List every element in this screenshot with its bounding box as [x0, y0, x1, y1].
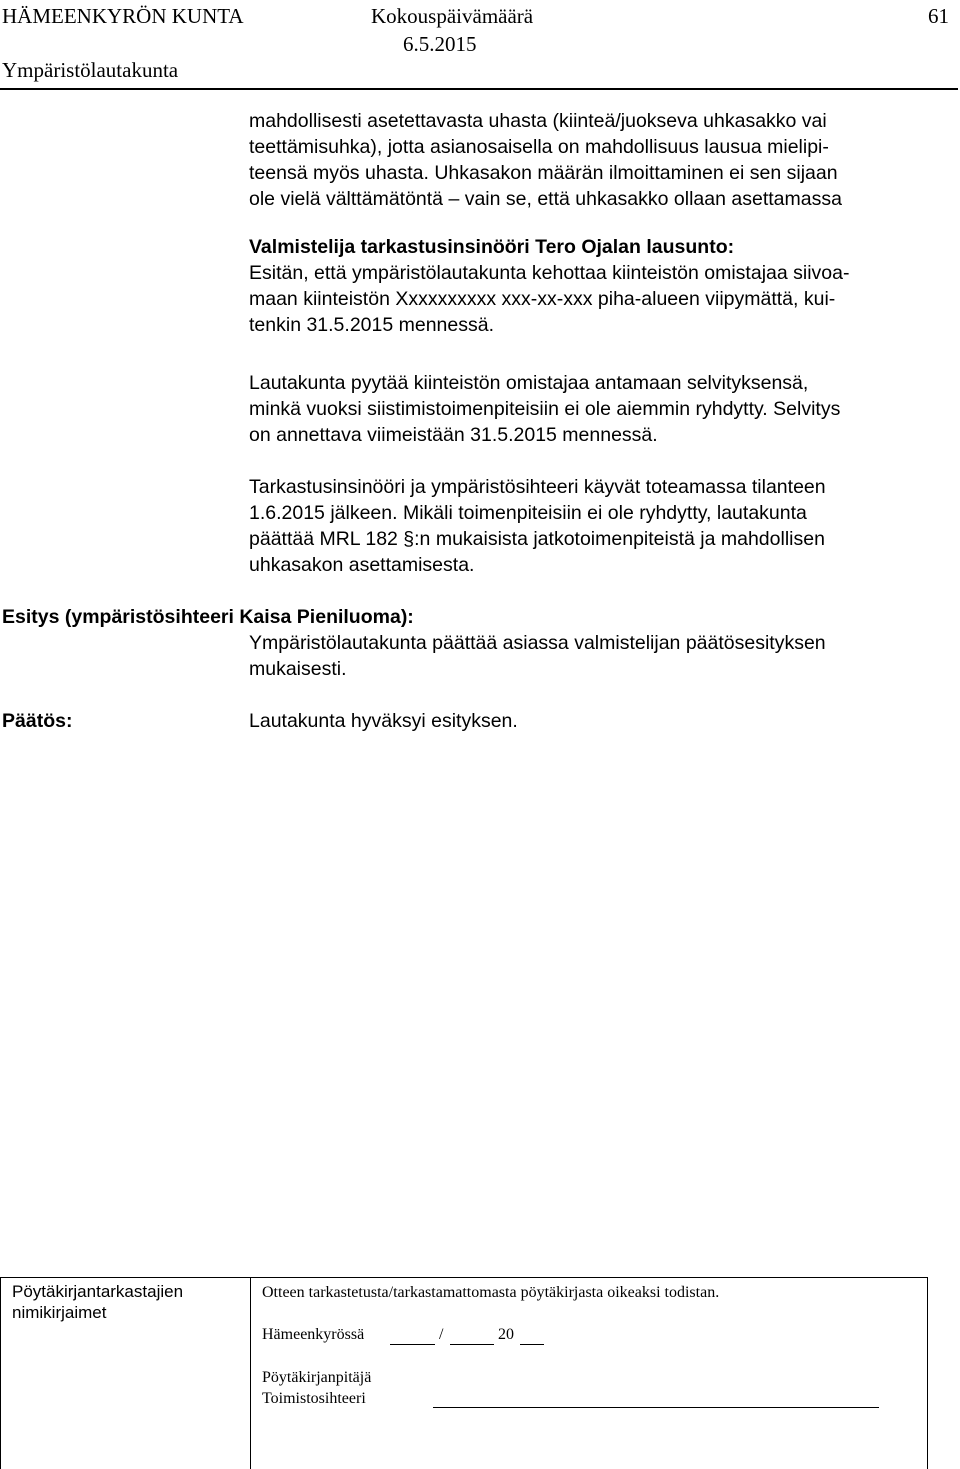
signature-line [433, 1407, 879, 1408]
paragraph-line: 1.6.2015 jälkeen. Mikäli toimenpiteisiin ei ole ryhdytty, lautakunta [249, 502, 807, 524]
date-year-line [520, 1344, 544, 1345]
proposal-heading: Esitys (ympäristösihteeri Kaisa Pieniluoma): [2, 606, 414, 628]
header-divider [0, 88, 958, 90]
meeting-date: 6.5.2015 [403, 32, 477, 56]
organization-name: HÄMEENKYRÖN KUNTA [2, 4, 244, 28]
year-prefix: 20 [498, 1326, 514, 1343]
statement-line: Esitän, että ympäristölautakunta kehottaa kiinteistön omistajaa siivoa- [249, 262, 850, 284]
intro-line: teettämisuhka), jotta asianosaisella on mahdollisuus lausua mielipi- [249, 136, 829, 158]
paragraph-line: Tarkastusinsinööri ja ympäristösihteeri käyvät toteamassa tilanteen [249, 476, 826, 498]
secretary-label: Pöytäkirjanpitäjä [262, 1369, 372, 1386]
statement-line: maan kiinteistön Xxxxxxxxxx xxx-xx-xxx piha-alueen viipymättä, kui- [249, 288, 836, 310]
paragraph-line: uhkasakon asettamisesta. [249, 554, 475, 576]
date-separator: / [439, 1326, 444, 1343]
statement-heading: Valmistelija tarkastusinsinööri Tero Ojalan lausunto: [249, 236, 735, 258]
initials-label: nimikirjaimet [12, 1303, 107, 1322]
decision-label: Päätös: [2, 710, 73, 732]
meeting-date-label: Kokouspäivämäärä [371, 4, 534, 28]
initials-label: Pöytäkirjantarkastajien [12, 1282, 184, 1301]
paragraph-line: minkä vuoksi siistimistoimenpiteisiin ei ole aiemmin ryhdytty. Selvitys [249, 398, 841, 420]
paragraph-line: Lautakunta pyytää kiinteistön omistajaa antamaan selvityksensä, [249, 372, 809, 394]
certification-footer [0, 1277, 928, 1469]
intro-line: ole vielä välttämätöntä – vain se, että uhkasakko ollaan asettamassa [249, 188, 842, 210]
committee-name: Ympäristölautakunta [2, 58, 179, 82]
footer-divider [250, 1278, 251, 1469]
decision-text: Lautakunta hyväksyi esityksen. [249, 710, 518, 732]
place-label: Hämeenkyrössä [262, 1326, 365, 1343]
paragraph-line: päättää MRL 182 §:n mukaisista jatkotoimenpiteistä ja mahdollisen [249, 528, 825, 550]
date-month-line [450, 1344, 494, 1345]
proposal-line: Ympäristölautakunta päättää asiassa valmistelijan päätösesityksen [249, 632, 826, 654]
paragraph-line: on annettava viimeistään 31.5.2015 mennessä. [249, 424, 658, 446]
certification-text: Otteen tarkastetusta/tarkastamattomasta pöytäkirjasta oikeaksi todistan. [262, 1284, 720, 1301]
intro-line: teensä myös uhasta. Uhkasakon määrän ilmoittaminen ei sen sijaan [249, 162, 838, 184]
page-number: 61 [928, 4, 949, 28]
intro-line: mahdollisesti asetettavasta uhasta (kiinteä/juokseva uhkasakko vai [249, 110, 827, 132]
proposal-line: mukaisesti. [249, 658, 347, 680]
date-day-line [390, 1344, 435, 1345]
statement-line: tenkin 31.5.2015 mennessä. [249, 314, 495, 336]
secretary-title: Toimistosihteeri [262, 1390, 366, 1407]
